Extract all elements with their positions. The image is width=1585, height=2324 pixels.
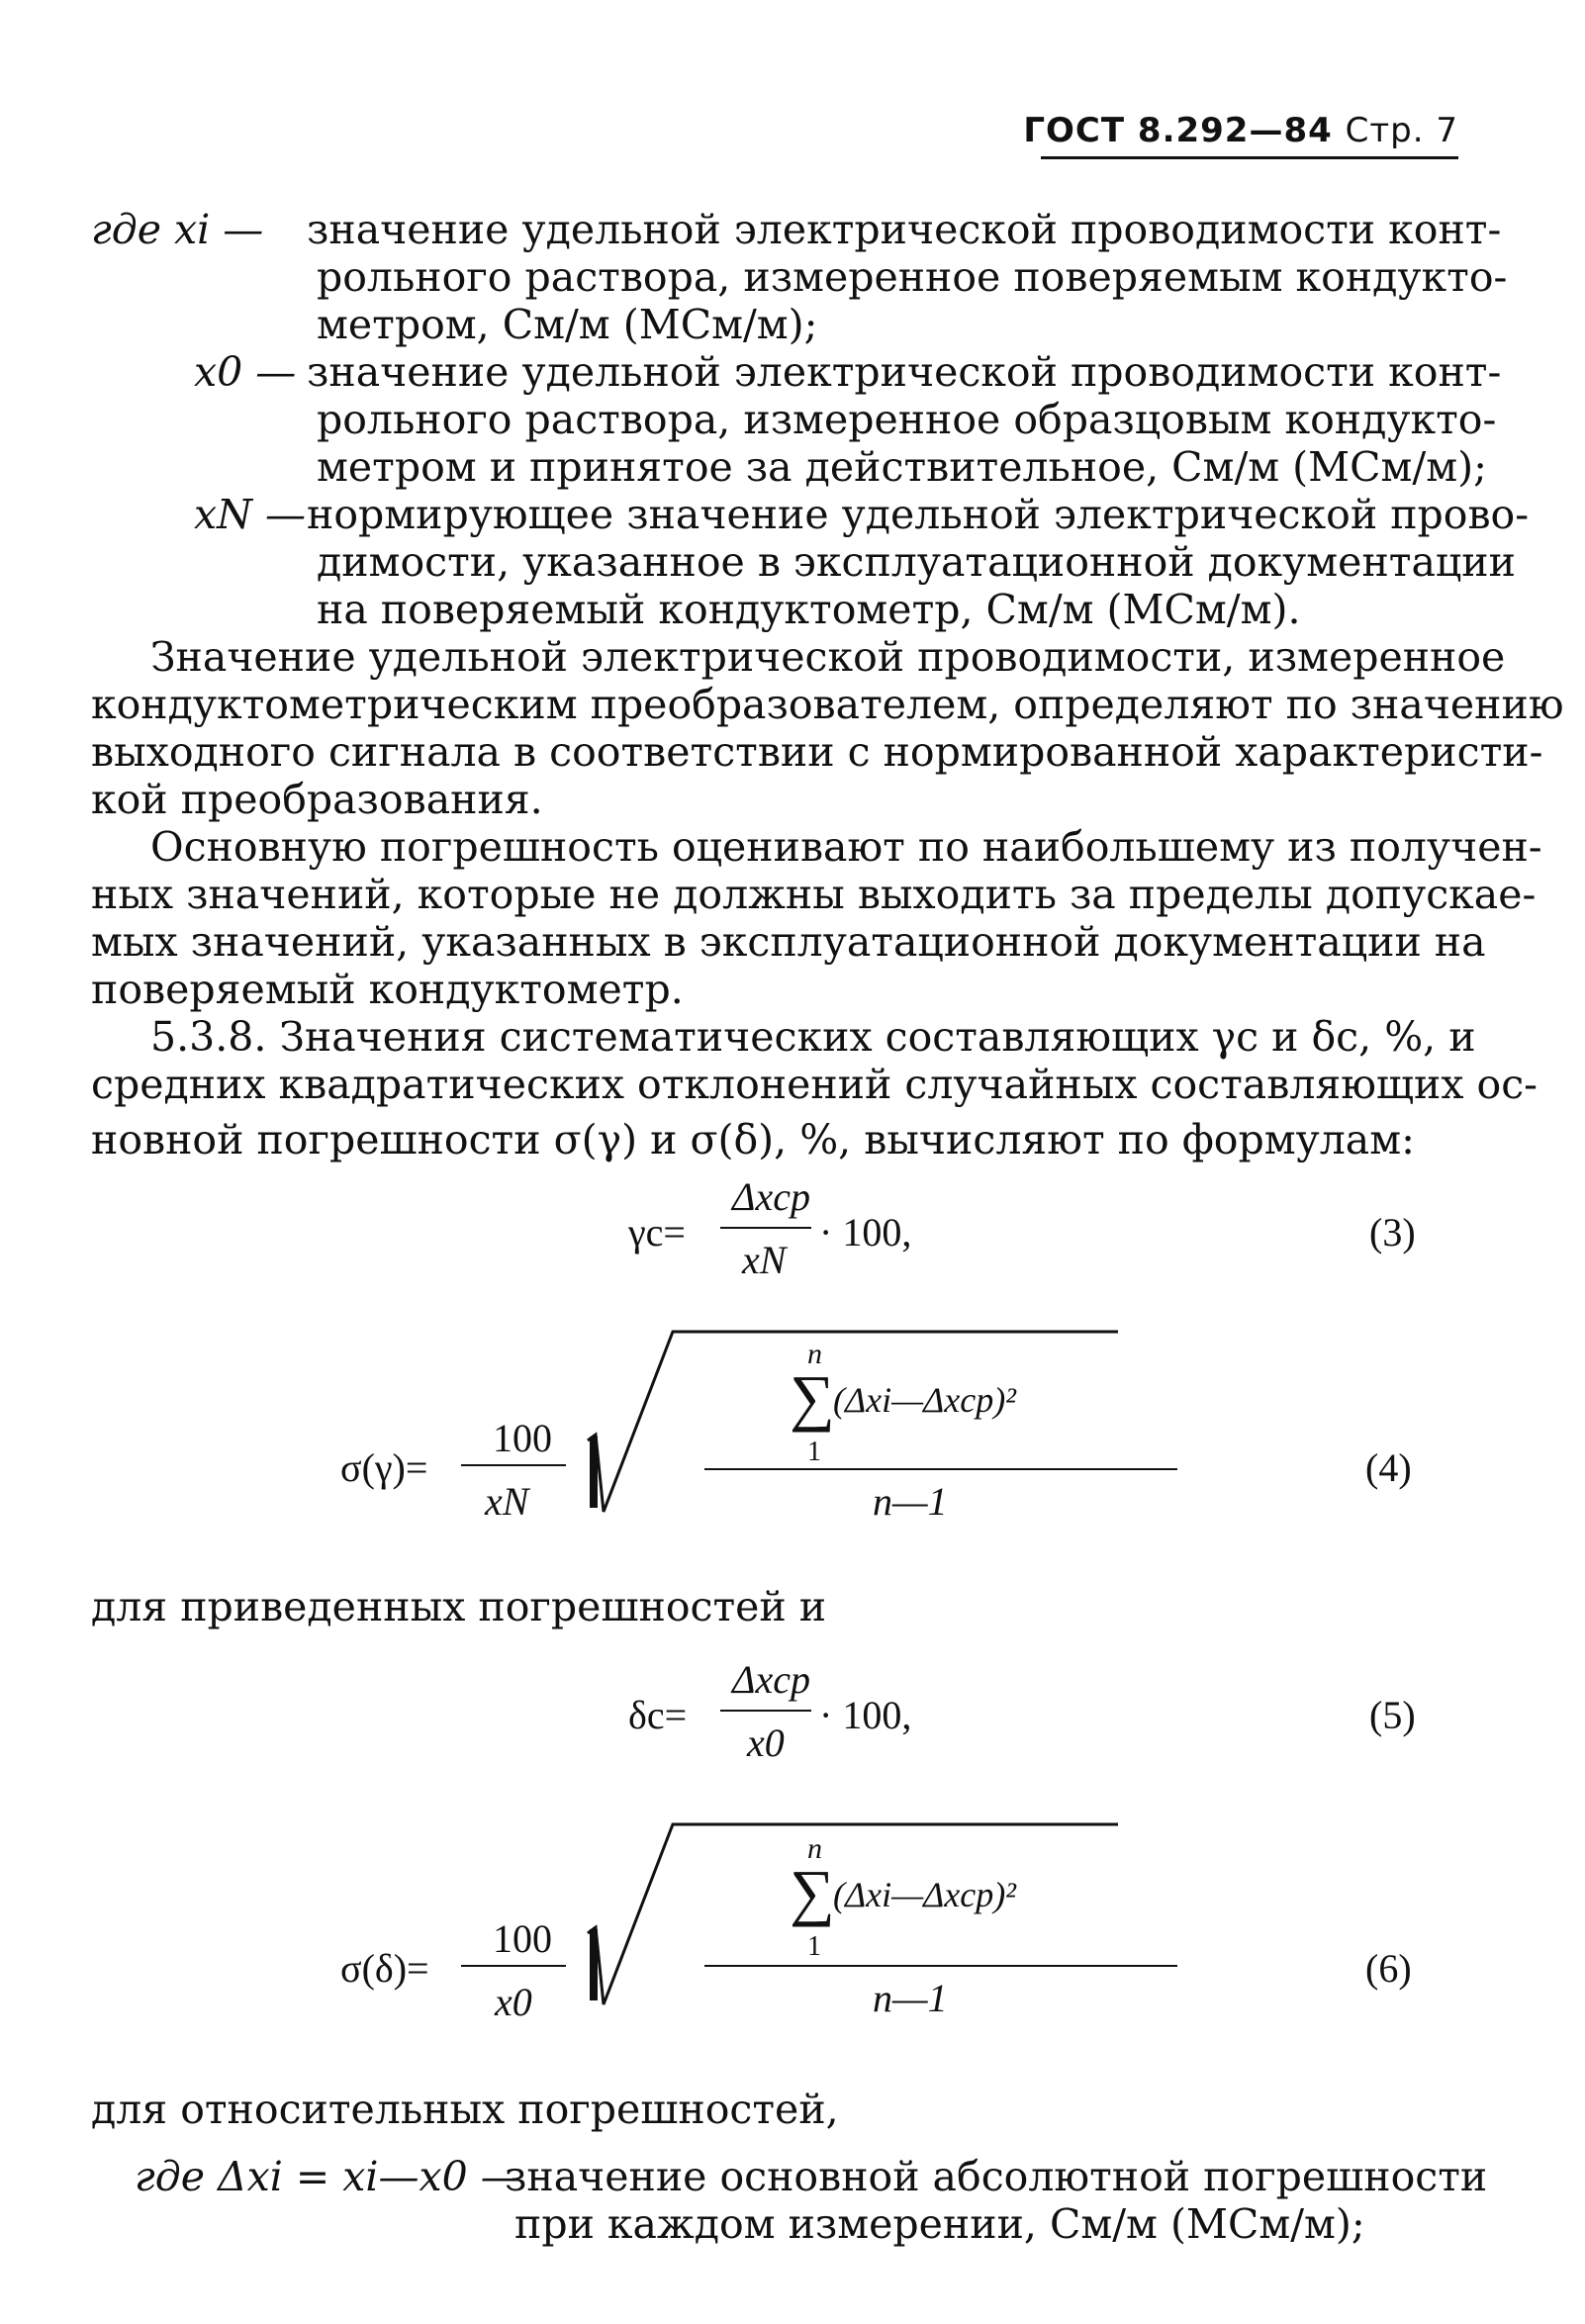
formula-6-numerator: 100 [493,1916,552,1961]
formula-6-sum-sign: ∑ [790,1857,835,1927]
definition-x0-line-1: значение удельной электрической проводимости конт- [307,348,1502,396]
page-header [1023,111,1458,150]
formula-5-tail: · 100, [819,1693,912,1737]
formula-4-fraction-line [461,1464,566,1466]
formula-4-number: (4) [1365,1445,1412,1490]
formula-3-denominator: xN [742,1238,787,1282]
between-text-2: для относительных погрешностей, [91,2086,839,2133]
formula-3-fraction-line [720,1227,811,1229]
formula-6-inner-denominator: n—1 [873,1976,948,2020]
formula-3-numerator: Δxср [732,1174,810,1219]
header-rule [1041,156,1458,159]
formula-4-numerator: 100 [493,1416,552,1460]
paragraph-1-line-2: кондуктометрическим преобразователем, определяют по значению [91,681,1564,728]
formula-6-denominator: x0 [495,1980,532,2024]
definition-x0-line-2: рольного раствора, измеренное образцовым кондукто- [317,396,1497,443]
definition-term-delta-xi: где Δxi = xi—x0 — [135,2153,521,2200]
formula-6-radical [584,1816,1138,2014]
definition-xn-line-2: димости, указанное в эксплуатационной документации [317,538,1516,586]
formula-3-lhs: γc= [628,1210,686,1255]
formula-6-inner-fraction-line [704,1965,1177,1967]
formula-4-sum-bottom: 1 [807,1437,821,1467]
formula-4-inner-fraction-line [704,1468,1177,1470]
formula-4-denominator: xN [485,1479,529,1524]
formula-5-lhs: δc= [628,1693,688,1737]
formula-3-tail: · 100, [819,1210,912,1255]
definition-xn-line-3: на поверяемый кондуктометр, См/м (МСм/м). [317,586,1301,633]
definition-term-xn: xN — [194,491,307,538]
formula-6-number: (6) [1365,1946,1412,1991]
formula-5-denominator: x0 [747,1720,785,1765]
paragraph-1-line-4: кой преобразования. [91,776,543,823]
paragraph-2-line-4: поверяемый кондуктометр. [91,966,684,1013]
formula-5-fraction-line [720,1710,811,1712]
paragraph-1-line-3: выходного сигнала в соответствии с нормированной характеристи- [91,728,1543,776]
formula-4-inner-denominator: n—1 [873,1479,948,1524]
definition-xi-line-1: значение удельной электрической проводимости конт- [307,206,1502,253]
formula-4-sum-top: n [807,1338,822,1370]
definition-x0-line-3: метром и принятое за действительное, См/м (МСм/м); [317,443,1487,491]
formula-3-number: (3) [1369,1210,1416,1255]
paragraph-3-line-2: средних квадратических отклонений случайных составляющих ос- [91,1061,1538,1108]
definition-delta-xi-line-1: значение основной абсолютной погрешности [505,2153,1488,2200]
paragraph-2-line-2: ных значений, которые не должны выходить за пределы допускае- [91,871,1537,918]
paragraph-3-line-3: новной погрешности σ(γ) и σ(δ), %, вычисляют по формулам: [91,1116,1415,1163]
definition-xi-line-2: рольного раствора, измеренное поверяемым кондукто- [317,253,1508,301]
standard-number: ГОСТ 8.292—84 [1023,111,1333,150]
paragraph-3-line-1: 5.3.8. Значения систематических составляющих γc и δc, %, и [150,1013,1476,1061]
between-text-1: для приведенных погрешностей и [91,1583,827,1630]
formula-5-numerator: Δxср [732,1657,810,1702]
formula-4-sum-expression: (Δxi—Δxср)² [833,1380,1016,1420]
formula-6-lhs: σ(δ)= [340,1946,429,1991]
definition-xn-line-1: нормирующее значение удельной электрической прово- [307,491,1530,538]
paragraph-2-line-1: Основную погрешность оценивают по наибольшему из получен- [150,823,1542,871]
definition-term-x0: x0 — [194,348,297,396]
paragraph-2-line-3: мых значений, указанных в эксплуатационной документации на [91,918,1486,966]
definition-delta-xi-line-2: при каждом измерении, См/м (МСм/м); [514,2200,1365,2248]
definition-xi-line-3: метром, См/м (МСм/м); [317,301,818,348]
formula-6-fraction-line [461,1965,566,1967]
paragraph-1-line-1: Значение удельной электрической проводимости, измеренное [150,633,1506,681]
formula-5-number: (5) [1369,1693,1416,1737]
formula-6-sum-expression: (Δxi—Δxср)² [833,1875,1016,1914]
formula-6-sum-top: n [807,1832,822,1865]
formula-4-lhs: σ(γ)= [340,1445,428,1490]
formula-4-radical [584,1324,1138,1522]
definition-term-xi: где xi — [91,206,264,253]
formula-6-sum-bottom: 1 [807,1931,821,1962]
page-number: Стр. 7 [1345,111,1458,150]
formula-4-sum-sign: ∑ [790,1362,835,1433]
